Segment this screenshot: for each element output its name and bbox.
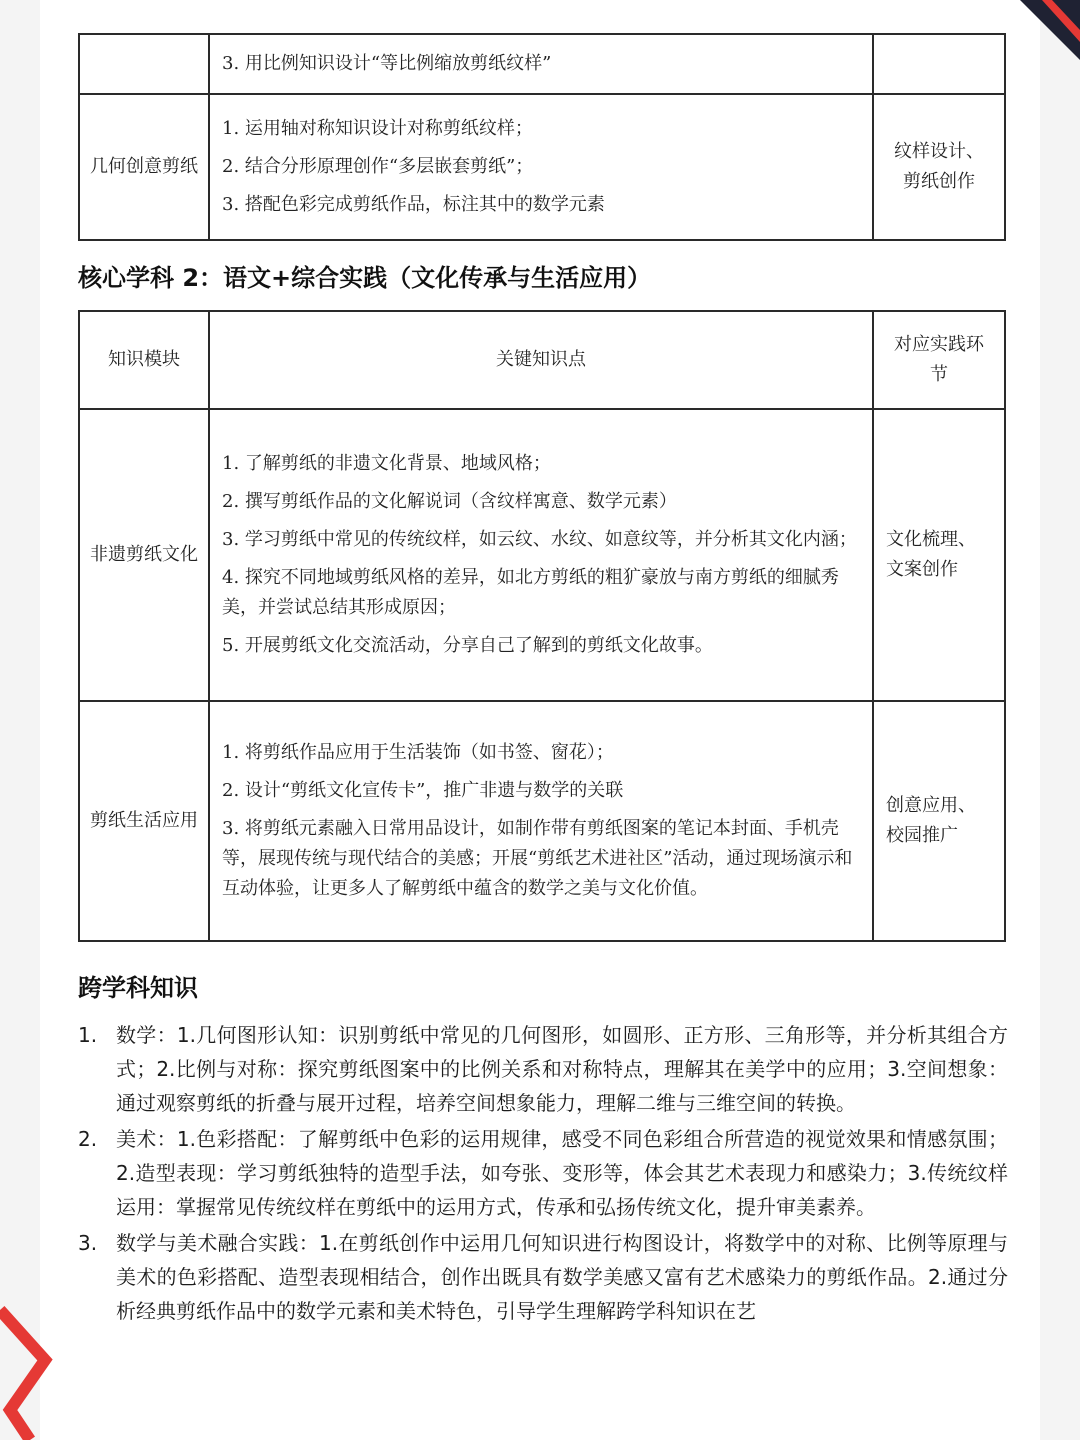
math-module-table [78,33,1006,241]
list-item-text: 数学：1.几何图形认知：识别剪纸中常见的几何图形，如圆形、正方形、三角形等，并分析其组合方式；2.比例与对称：探究剪纸图案中的比例关系和对称特点，理解其在美学中的应用；3.空间想象：通过观察剪纸的折叠与展开过程，培养空间想象能力，理解二维与三维空间的转换。 [116,1023,1008,1115]
point-text: 3. 用比例知识设计“等比例缩放剪纸纹样” [222,53,552,74]
practice-cell: 文化梳理、文案创作 [873,409,1005,701]
list-item-text: 美术：1.色彩搭配：了解剪纸中色彩的运用规律，感受不同色彩组合所营造的视觉效果和情感氛围；2.造型表现：学习剪纸独特的造型手法，如夸张、变形等，体会其艺术表现力和感染力；3.传统纹样运用：掌握常见传统纹样在剪纸中的运用方式，传承和弘扬传统文化，提升审美素养。 [116,1127,1008,1219]
points-cell [209,34,873,94]
practice-cell [873,34,1005,94]
list-item [78,1122,1008,1224]
list-item-number: 2. [78,1127,98,1151]
list-item [78,1226,1008,1328]
point-text: 3. 将剪纸元素融入日常用品设计，如制作带有剪纸图案的笔记本封面、手机壳等，展现传统与现代结合的美感；开展“剪纸艺术进社区”活动，通过现场演示和互动体验，让更多人了解剪纸中蕴含的数学之美与文化价值。 [222,818,853,899]
point-text: 5. 开展剪纸文化交流活动，分享自己了解到的剪纸文化故事。 [222,635,713,656]
point-text: 3. 学习剪纸中常见的传统纹样，如云纹、水纹、如意纹等，并分析其文化内涵； [222,529,857,550]
points-cell [209,94,873,240]
corner-decoration-top-right [1020,0,1080,60]
chinese-module-table [78,310,1006,942]
list-item-number: 3. [78,1231,98,1255]
table-row [79,34,1005,94]
section-heading-cross-discipline: 跨学科知识 [78,974,198,1002]
points-cell [209,701,873,941]
point-text: 1. 将剪纸作品应用于生活装饰（如书签、窗花）； [222,742,614,763]
module-cell: 剪纸生活应用 [79,701,209,941]
column-header: 知识模块 [79,311,209,409]
table-row [79,94,1005,240]
practice-cell: 纹样设计、剪纸创作 [873,94,1005,240]
corner-decoration-bottom-left [0,1290,60,1440]
point-text: 4. 探究不同地域剪纸风格的差异，如北方剪纸的粗犷豪放与南方剪纸的细腻秀美，并尝试总结其形成原因； [222,567,839,618]
point-text: 1. 运用轴对称知识设计对称剪纸纹样； [222,118,533,139]
section-heading-chinese: 核心学科 2：语文+综合实践（文化传承与生活应用） [78,264,652,292]
point-text: 2. 设计“剪纸文化宣传卡”，推广非遗与数学的关联 [222,780,624,801]
table-row [79,409,1005,701]
table-row [79,701,1005,941]
point-text: 2. 撰写剪纸作品的文化解说词（含纹样寓意、数学元素） [222,491,677,512]
module-cell: 几何创意剪纸 [79,94,209,240]
module-cell: 非遗剪纸文化 [79,409,209,701]
cross-discipline-list [78,1018,1008,1330]
module-cell [79,34,209,94]
point-text: 2. 结合分形原理创作“多层嵌套剪纸”； [222,156,534,177]
list-item-text: 数学与美术融合实践：1.在剪纸创作中运用几何知识进行构图设计，将数学中的对称、比例等原理与美术的色彩搭配、造型表现相结合，创作出既具有数学美感又富有艺术感染力的剪纸作品。2.通过分析经典剪纸作品中的数学元素和美术特色，引导学生理解跨学科知识在艺 [116,1231,1008,1323]
column-header: 对应实践环节 [873,311,1005,409]
points-cell [209,409,873,701]
point-text: 3. 搭配色彩完成剪纸作品，标注其中的数学元素 [222,194,605,215]
list-item-number: 1. [78,1023,98,1047]
list-item [78,1018,1008,1120]
column-header: 关键知识点 [209,311,873,409]
point-text: 1. 了解剪纸的非遗文化背景、地域风格； [222,453,551,474]
practice-cell: 创意应用、校园推广 [873,701,1005,941]
table-header-row [79,311,1005,409]
